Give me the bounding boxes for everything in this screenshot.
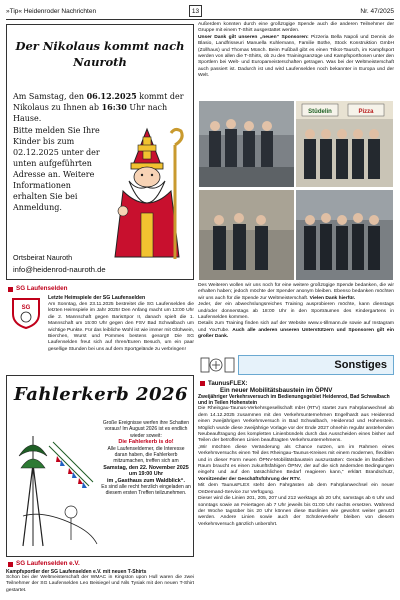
- fahlerkerb-announcement: [6, 375, 194, 557]
- fahlerkerb-date: Samstag, den 22. November 2025 um 19:00 Uhr: [103, 464, 189, 478]
- fahlerkerb-outro: Es sind alle recht herzlich eingeladen an diesem ersten Treffen teilzunehmen.: [101, 484, 191, 497]
- nikolaus-text-b: kommt der Nikolaus zu Ihnen ab: [13, 92, 184, 112]
- thanks-p1: [198, 283, 394, 302]
- sonstiges-banner: [198, 354, 394, 376]
- sponsors-p2: [198, 35, 394, 80]
- nikolaus-text-c: Uhr nach Hause.: [13, 103, 168, 123]
- nikolaus-email[interactable]: info@heidenrod-nauroth.de: [13, 265, 106, 274]
- sonstiges-label: Sonstiges: [334, 359, 387, 371]
- taunusflex-quote-author: Vorsitzender der Geschäftsführung der RTV.: [198, 476, 301, 482]
- taunusflex-subheading: Ein neuer Mobilitätsbaustein im ÖPNV: [220, 387, 333, 394]
- taunusflex-p2: [198, 445, 394, 483]
- taunusflex-p4: Dieser wird die Linien 201, 205, 207 und 212 werktags ab 20 Uhr, samstags ab 6 Uhr und sonntags sowie an Feiertagen ab 7 Uhr jeweils bis 01:00 Uhr nachts ersetzen. Während der Woche tagsüber bis 20 Uhr können diese Buslinien wie gewohnt weiter genutzt werden. Andere Linien sowie auch der Schülerverkehr bleiben von diesem Verkehrsversuch gänzlich unberührt.: [198, 496, 394, 527]
- team-photo-1: [199, 101, 294, 187]
- thanks-article: [198, 283, 394, 341]
- sponsors-list: Pizzeria Bella Napoli und Dennis de Blasio, Landfrisseuri Manuella Kuhlemann, Familie Bothe, Stock Konstruktion GmbH (Zollhaus) und Thomas Münch. Beim Fußball gibt es einen Trikot-Tausch, im Kampfsport werden von allen die T-Shirts, ob zu den Trainingsanzüge und Kampfsporthosen unter den Sportlern bei Welt- und Europameisterschaften getragen. Was bei der Weltmeisterschaft auch passiert ist. Dadurch ist und wird Laufenselden noch bekannter in Europa und der Welt.: [198, 34, 394, 79]
- sg-body: Am Sonntag, den 23.11.2025 bestreitet die SG Laufenselden die letzten Heimspiele im Jahr 2025! Den Anfang macht um 13:00 Uhr die 2. Mannschaft gegen BarisSpor II, danach spielt die 1. Mannschaft um 15:00 Uhr gegen den FSV Bad Schwalbach um wichtige Punkte. Für das leibliche Wohl ist wie immer mit Glühwein, Bierchen, Wurst und Pommes bestens gesorgt! Die SG Laufenselden freut sich auf Ihren/Euren Besuch, um ein paar gesellige Stunden bei uns auf dem Sportgelände zu verbringen!: [48, 302, 194, 352]
- taunusflex-subtitle: Zweijähriger Verkehrsversuch im Bedienungsgebiet Heidenrod, Bad Schwalbach und in Teilen Hohenstein: [198, 394, 390, 407]
- nikolaus-date: 06.12.2025: [86, 91, 137, 101]
- sg-ev-heading: SG Laufenselden e.V.: [16, 560, 80, 567]
- section-bullet-icon: [200, 381, 205, 386]
- page-header: [6, 3, 394, 20]
- section-bullet-icon: [8, 287, 13, 292]
- sg-ev-section: [6, 559, 194, 599]
- nikolaus-title: Der Nikolaus kommt nach: [15, 39, 185, 53]
- supporters-thanks: Auch alle anderen unseren Unterstützern und Sponsoren gilt ein großer Dank.: [198, 327, 394, 340]
- thanks-bold: Vielen Dank hierfür.: [309, 295, 356, 301]
- training-info: Jeder, der ein abwechslungsreiches Training ausprobieren möchte, kann dienstags und/oder donnerstags ab 18:00 Uhr in den Sporträumen des Kindergartens in Laufenselden kommen.: [198, 302, 394, 321]
- team-photo-3: [199, 190, 294, 280]
- sg-laufenselden-logo: [9, 296, 43, 330]
- team-photo-4: [296, 190, 393, 280]
- taunusflex-article: [198, 380, 394, 528]
- sg-section: [6, 284, 194, 370]
- sponsors-article: [198, 22, 394, 80]
- sg-heading: SG Laufenselden: [16, 285, 68, 292]
- sg-ev-subheading: Kampfsportler der SG Laufenselden e.V. mit neuen T-Shirts: [6, 569, 147, 575]
- newspaper-name: »Tip« Heidenroder Nachrichten: [6, 8, 97, 15]
- fahlerkerb-intro: Große Ereignisse werfen ihre Schatten voraus! Im August 2026 ist es endlich wieder soweit:: [102, 420, 190, 439]
- taunusflex-quote: „Wir möchten diese Veränderung als Chance nutzen, um im Rahmen eines Verkehrsversuchs einen Teil des Rheingau-Taunus-Kreises mit einem modernen, flexiblen und in dieser Form neuen ÖPNV-Mobilitätsbaustein auszustatten: Gerade im ländlichen Raum braucht es einen zukunftsfähigen ÖPNV, der auf die sich ändernden Bedingungen eingeht und auf den tatsächlichen Bedarf reagieren kann,“ erklärt Brandschutz,: [198, 444, 394, 476]
- team-photo-1-image: [199, 101, 294, 187]
- team-photo-3-image: [199, 190, 294, 280]
- nikolaus-time: 16:30: [101, 102, 127, 112]
- page-number: 13: [189, 5, 202, 17]
- nikolaus-illustration: [105, 125, 189, 265]
- team-photo-2-image: [296, 101, 393, 187]
- fahlerkerb-line2: Alle Laufenselderner, die Interesse daran haben, die Fahlerkerb mitzumachen, treffen sich am: [107, 445, 185, 465]
- sonstiges-label-box: [238, 355, 394, 375]
- training-details: [198, 321, 394, 340]
- training-website: Details zum Training finden sich auf der Website www.x-tillmann.de sowie auf Instagram und YouTube.: [198, 321, 394, 333]
- nikolaus-signup-text: Bitte melden Sie Ihre Kinder bis zum 02.12.2025 unter der unten aufgeführten Adresse an. Weitere Informationen erhalten Sie bei Anmeldung.: [13, 126, 100, 212]
- fahlerkerb-title: Fahlerkerb 2026: [13, 384, 189, 405]
- sponsors-thanks: Unser Dank gilt unseren „neuen“ Sponsoren:: [198, 34, 309, 40]
- sg-subheading: Letzte Heimspiele der SG Laufenselden: [48, 295, 146, 301]
- team-photo-4-image: [296, 190, 393, 280]
- fahlerkerb-line1: Die Fahlerkerb is do!: [118, 439, 174, 446]
- shop-sign: Stüdelin: [308, 109, 332, 115]
- fahlerkerb-illustration: [13, 416, 99, 552]
- taunusflex-p3: Mit dem TaunusFLEX steht den Fahrgästen ab dem Fahrplanwechsel ein neuer OnDemand-Service zur Verfügung.: [198, 483, 394, 495]
- fahlerkerb-text: [101, 420, 191, 497]
- taunusflex-p1: Die Rheingau-Taunus-Verkehrsgesellschaft mbH (RTV) startet zum Fahrplanwechsel ab dem 14.12.2025 zusammen mit den Verkehrsunternehmen Engelhardt aus Heidenrod einen zweijährigen Verkehrsversuch in Bad Schwalbach, Heidenrod und Hohenstein. Möglich wurde diese zweijährige Vorlage vor der Ende 2027 ohnehin regulär anstehenden Neubeauftragung des kompletten Linienbündels durch das Ausscheiden eines bisher auf Teilen der betroffenen Linien beauftragten Verkehrsunternehmens.: [198, 406, 394, 444]
- taunusflex-heading: TaunusFLEX:: [208, 380, 248, 387]
- fahlerkerb-place: im „Gasthaus zum Waldblick“.: [107, 477, 185, 484]
- thanks-text: Des Weiteren wollen wir uns noch für eine weitere großzügige Spende bedanken, die wir erhalten haben; jedoch möchte der Spender anonym bleiben. Ebenso bedanken möchten wir uns auch für die Spende zur Weltmeisterschaft.: [198, 283, 394, 301]
- nikolaus-text: [13, 91, 191, 124]
- issue-number: Nr. 47/2025: [360, 8, 394, 15]
- sg-ev-body: Schon bei der Weltmeisterschaft der WMAC in Kingston upon Hull waren die zwei Teilnehmer der SG Laufenselden Leo Beisiegel und Nils Tysiak mit den neuen T-Shirt gestartet.: [6, 575, 194, 593]
- nikolaus-announcement: [6, 24, 194, 280]
- nikolaus-organizer: Ortsbeirat Nauroth: [13, 253, 73, 262]
- sponsors-p1: Außerdem konnten durch eine großzügige Spende auch die anderen Teilnehmer der Gruppe mit einem T-Shirt ausgestattet werden.: [198, 22, 394, 34]
- section-bullet-icon: [8, 562, 13, 567]
- nikolaus-title-place: Nauroth: [73, 55, 127, 69]
- nikolaus-text-a: Am Samstag, den: [13, 92, 87, 101]
- sonstiges-icon: [200, 355, 236, 375]
- svg-text:SG: SG: [21, 305, 31, 311]
- pizza-sign: Pizza: [358, 109, 374, 115]
- team-photo-2: [296, 101, 393, 187]
